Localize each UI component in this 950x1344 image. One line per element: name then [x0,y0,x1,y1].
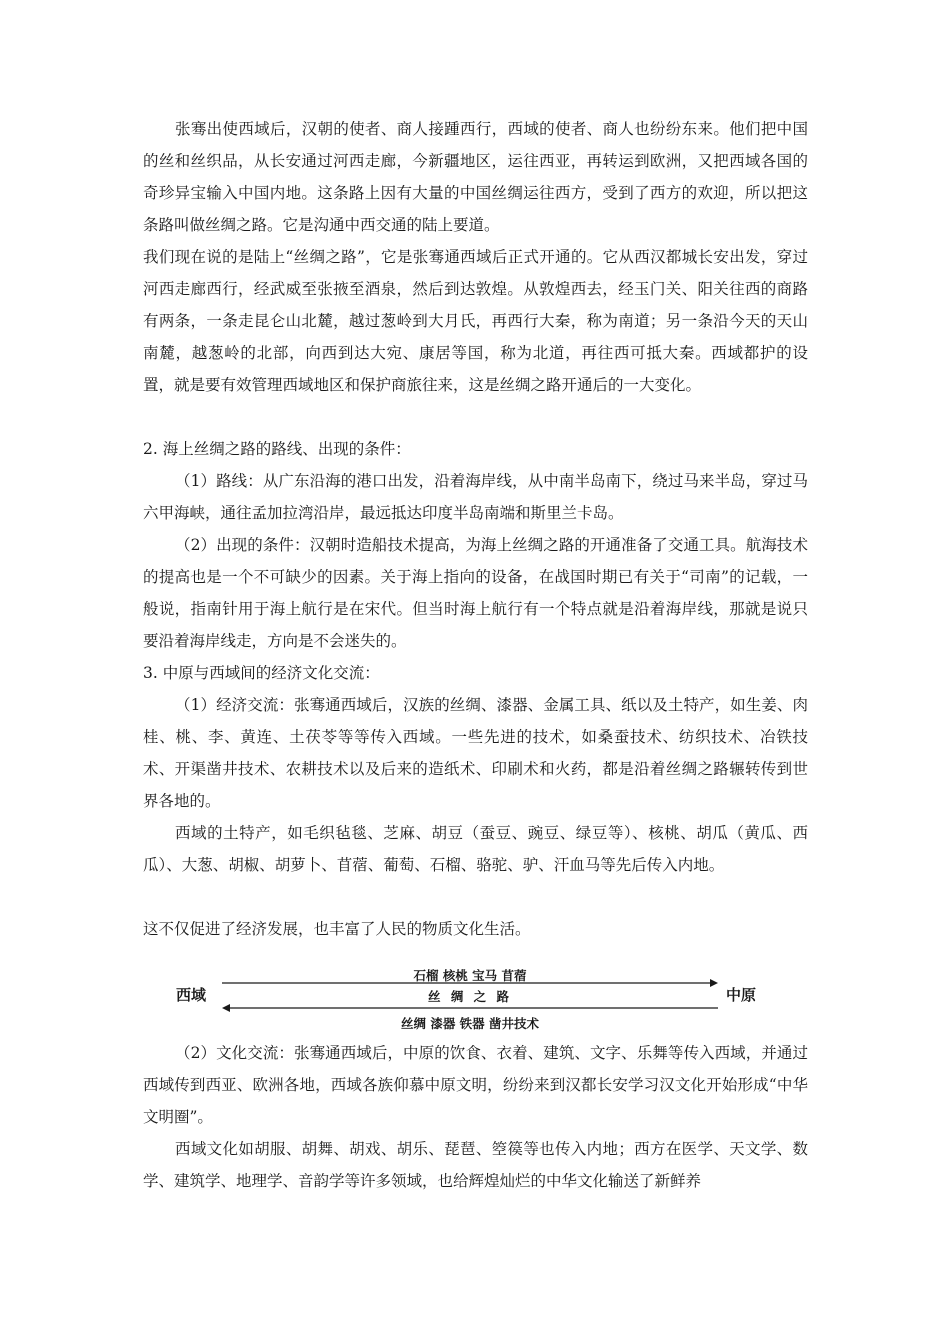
paragraph-land-silk-road: 我们现在说的是陆上“丝绸之路”，它是张骞通西域后正式开通的。它从西汉都城长安出发，穿过河西走廊西行，经武威至张掖至酒泉，然后到达敦煌。从敦煌西去，经玉门关、阳关往西的商路有两条，一条走昆仑山北麓，越过葱岭到大月氏，再西行大秦，称为南道；另一条沿今天的天山南麓，越葱岭的北部，向西到达大宛、康居等国，称为北道，再往西可抵大秦。西域都护的设置，就是要有效管理西域地区和保护商旅往来，这是丝绸之路开通后的一大变化。 [143,248,808,394]
paragraph-western-culture: 西域文化如胡服、胡舞、胡戏、胡乐、琵琶、箜篌等也传入内地；西方在医学、天文学、数学、建筑学、地理学、音韵学等许多领域，也给辉煌灿烂的中华文化输送了新鲜养 [143,1140,808,1190]
arrow-to-west-head [222,1004,230,1012]
paragraph-maritime-route: （1）路线：从广东沿海的港口出发，沿着海岸线，从中南半岛南下，绕过马来半岛，穿过马六甲海峡，通往孟加拉湾沿岸，最远抵达印度半岛南端和斯里兰卡岛。 [143,472,808,522]
heading-exchange: 3. 中原与西域间的经济文化交流： [143,664,380,682]
diagram-goods-to-west: 丝绸 漆器 铁器 凿井技术 [400,1016,540,1031]
paragraph-economic-summary: 这不仅促进了经济发展，也丰富了人民的物质文化生活。 [143,920,531,938]
silk-road-exchange-diagram [150,958,790,1038]
heading-maritime-silk-road: 2. 海上丝绸之路的路线、出现的条件： [143,440,411,458]
paragraph-cultural-exchange: （2）文化交流：张骞通西域后，中原的饮食、衣着、建筑、文字、乐舞等传入西域，并通过西域传到西亚、欧洲各地，西域各族仰慕中原文明，纷纷来到汉都长安学习汉文化开始形成“中华文明圈”。 [143,1044,808,1126]
paragraph-western-products: 西域的土特产，如毛织毡毯、芝麻、胡豆（蚕豆、豌豆、绿豆等）、核桃、胡瓜（黄瓜、西瓜）、大葱、胡椒、胡萝卜、苜蓿、葡萄、石榴、骆驼、驴、汗血马等先后传入内地。 [143,824,808,874]
diagram-goods-to-central: 石榴 核桃 宝马 苜蓿 [413,968,527,983]
paragraph-silk-road-intro: 张骞出使西域后，汉朝的使者、商人接踵西行，西域的使者、商人也纷纷东来。他们把中国的丝和丝织品，从长安通过河西走廊，今新疆地区，运往西亚，再转运到欧洲，又把西域各国的奇珍异宝输入中国内地。这条路上因有大量的中国丝绸运往西方，受到了西方的欢迎，所以把这条路叫做丝绸之路。它是沟通中西交通的陆上要道。 [143,120,808,234]
paragraph-maritime-conditions: （2）出现的条件：汉朝时造船技术提高，为海上丝绸之路的开通准备了交通工具。航海技术的提高也是一个不可缺少的因素。关于海上指向的设备，在战国时期已有关于“司南”的记载，一般说，指南针用于海上航行是在宋代。但当时海上航行有一个特点就是沿着海岸线，那就是说只要沿着海岸线走，方向是不会迷失的。 [143,536,808,650]
diagram-label-west: 西域 [176,986,207,1004]
diagram-label-central: 中原 [726,986,757,1004]
diagram-route-name: 丝 绸 之 路 [427,989,513,1004]
paragraph-economic-exchange: （1）经济交流：张骞通西域后，汉族的丝绸、漆器、金属工具、纸以及土特产，如生姜、肉桂、桃、李、黄连、土茯苓等等传入西域。一些先进的技术，如桑蚕技术、纺织技术、冶铁技术、开渠凿井技术、农耕技术以及后来的造纸术、印刷术和火药，都是沿着丝绸之路辗转传到世界各地的。 [143,696,808,810]
